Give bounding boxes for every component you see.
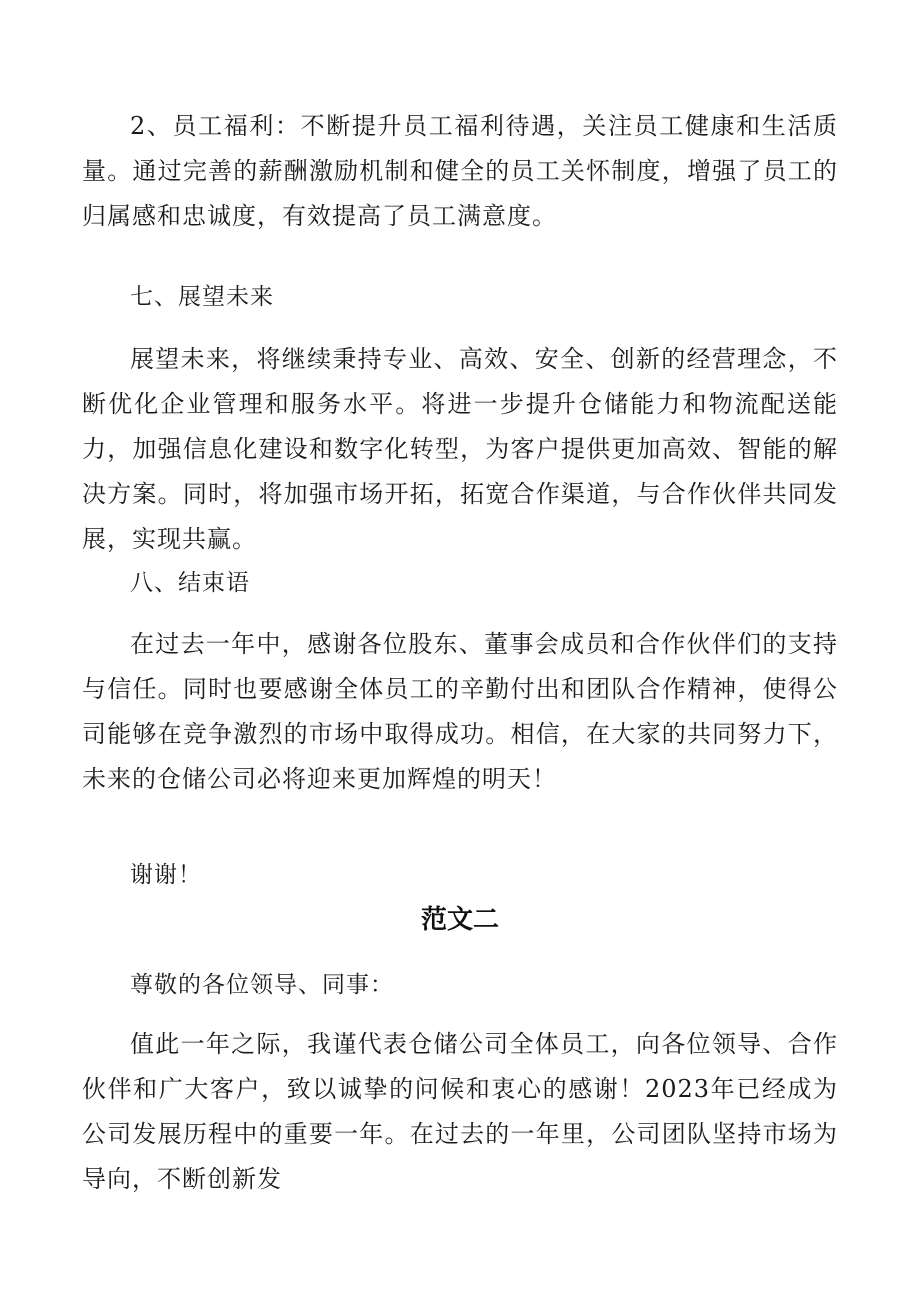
section-title: 范文二 xyxy=(420,905,499,935)
heading-outlook: 七、展望未来 xyxy=(130,284,274,310)
paragraph-outlook: 展望未来，将继续秉持专业、高效、安全、创新的经营理念，不断优化企业管理和服务水平。将进一步提升仓储能力和物流配送能力，加强信息化建设和数字化转型，为客户提供更加高效、智能的解决方案。同时，将加强市场开拓，拓宽合作渠道，与合作伙伴共同发展，实现共赢。 xyxy=(82,345,838,553)
heading-closing: 八、结束语 xyxy=(130,570,250,596)
paragraph-employee-welfare: 2、员工福利：不断提升员工福利待遇，关注员工健康和生活质量。通过完善的薪酬激励机制和健全的员工关怀制度，增强了员工的归属感和忠诚度，有效提高了员工满意度。 xyxy=(82,112,838,230)
paragraph-intro: 值此一年之际，我谨代表仓储公司全体员工，向各位领导、合作伙伴和广大客户，致以诚挚的问候和衷心的感谢！2023年已经成为公司发展历程中的重要一年。在过去的一年里，公司团队坚持市场为导向，不断创新发 xyxy=(82,1030,838,1193)
paragraph-closing: 在过去一年中，感谢各位股东、董事会成员和合作伙伴们的支持与信任。同时也要感谢全体员工的辛勤付出和团队合作精神，使得公司能够在竞争激烈的市场中取得成功。相信，在大家的共同努力下，未来的仓储公司必将迎来更加辉煌的明天！ xyxy=(82,630,838,793)
greeting-line: 尊敬的各位领导、同事： xyxy=(130,972,394,998)
thanks-line: 谢谢！ xyxy=(130,862,202,888)
